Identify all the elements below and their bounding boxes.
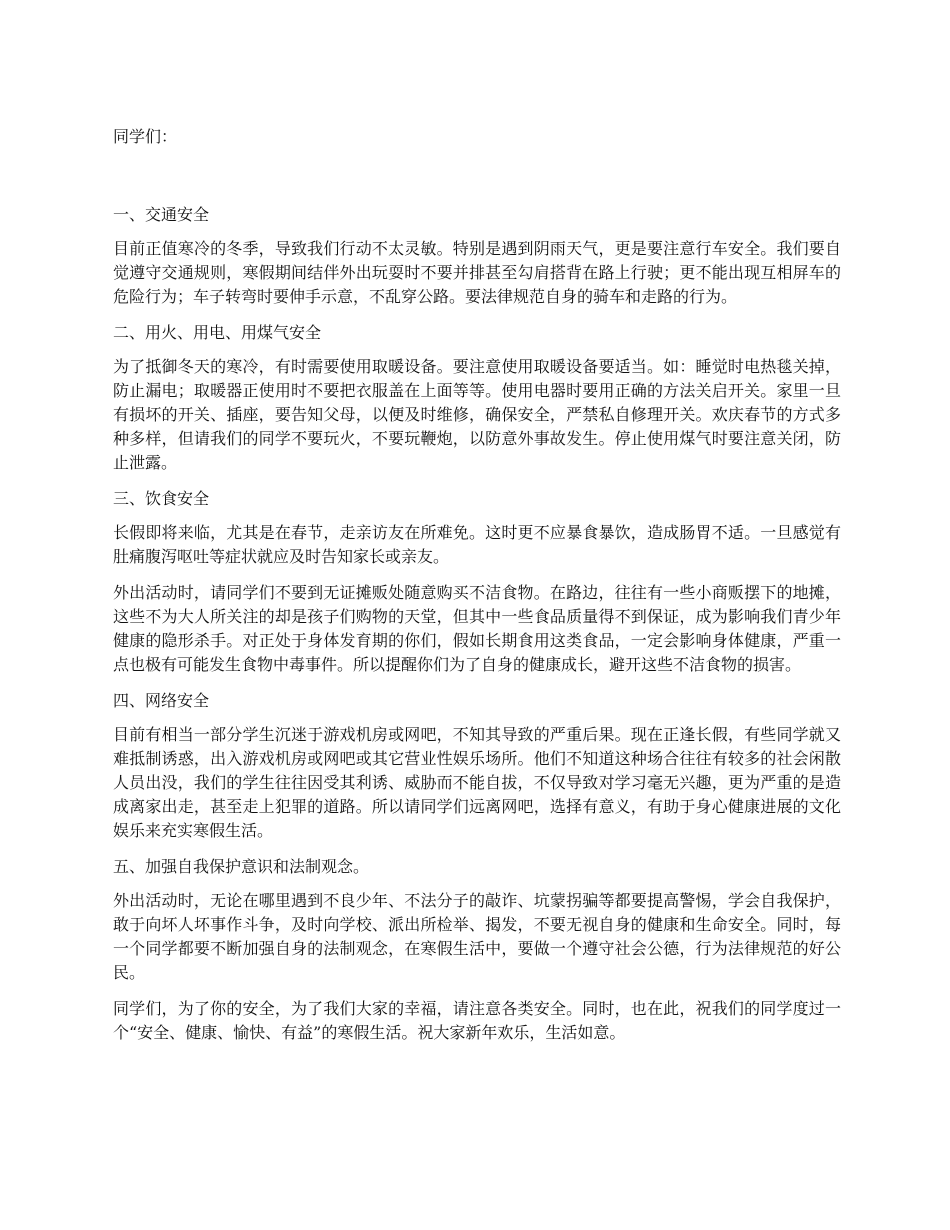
section-internet-safety (113, 689, 841, 843)
closing-paragraph: 同学们，为了你的安全，为了我们大家的幸福，请注意各类安全。同时，也在此，祝我们的同学度过一个“安全、健康、愉快、有益”的寒假生活。祝大家新年欢乐，生活如意。 (113, 999, 841, 1042)
paragraph: 长假即将来临，尤其是在春节，走亲访友在所难免。这时更不应暴食暴饮，造成肠胃不适。一旦感觉有肚痛腹泻呕吐等症状就应及时告知家长或亲友。 (113, 523, 841, 566)
section-heading: 四、网络安全 (113, 691, 210, 710)
section-heading: 一、交通安全 (113, 205, 210, 224)
section-fire-electric-gas-safety (113, 321, 841, 475)
section-food-safety (113, 487, 841, 677)
greeting: 同学们： (113, 127, 178, 146)
section-traffic-safety (113, 203, 841, 309)
paragraph: 外出活动时，请同学们不要到无证摊贩处随意购买不洁食物。在路边，往往有一些小商贩摆下的地摊，这些不为大人所关注的却是孩子们购物的天堂，但其中一些食品质量得不到保证，成为影响我们青少年健康的隐形杀手。对正处于身体发育期的你们，假如长期食用这类食品，一定会影响身体健康，严重一点也极有可能发生食物中毒事件。所以提醒你们为了自身的健康成长，避开这些不洁食物的损害。 (113, 583, 841, 674)
paragraph: 目前有相当一部分学生沉迷于游戏机房或网吧，不知其导致的严重后果。现在正逢长假，有些同学就又难抵制诱惑，出入游戏机房或网吧或其它营业性娱乐场所。他们不知道这种场合往往有较多的社会闲散人员出没，我们的学生往往因受其利诱、威胁而不能自拔，不仅导致对学习毫无兴趣，更为严重的是造成离家出走，甚至走上犯罪的道路。所以请同学们远离网吧，选择有意义，有助于身心健康进展的文化娱乐来充实寒假生活。 (113, 725, 841, 840)
section-heading: 五、加强自我保护意识和法制观念。 (113, 857, 370, 876)
paragraph: 为了抵御冬天的寒冷，有时需要使用取暖设备。要注意使用取暖设备要适当。如：睡觉时电热毯关掉，防止漏电；取暖器正使用时不要把衣服盖在上面等等。使用电器时要用正确的方法关启开关。家里一旦有损坏的开关、插座，要告知父母，以便及时维修，确保安全，严禁私自修理开关。欢庆春节的方式多种多样，但请我们的同学不要玩火，不要玩鞭炮，以防意外事故发生。停止使用煤气时要注意关闭，防止泄露。 (113, 357, 841, 472)
paragraph: 外出活动时，无论在哪里遇到不良少年、不法分子的敲诈、坑蒙拐骗等都要提高警惕，学会自我保护，敢于向坏人坏事作斗争，及时向学校、派出所检举、揭发，不要无视自身的健康和生命安全。同时，每一个同学都要不断加强自身的法制观念，在寒假生活中，要做一个遵守社会公德，行为法律规范的好公民。 (113, 891, 841, 982)
section-heading: 二、用火、用电、用煤气安全 (113, 323, 322, 342)
section-self-protection-and-law (113, 855, 841, 1045)
paragraph: 目前正值寒冷的冬季，导致我们行动不太灵敏。特别是遇到阴雨天气，更是要注意行车安全。我们要自觉遵守交通规则，寒假期间结伴外出玩耍时不要并排甚至勾肩搭背在路上行驶；更不能出现互相屏车的危险行为；车子转弯时要伸手示意，不乱穿公路。要法律规范自身的骑车和走路的行为。 (113, 239, 841, 306)
document-page (113, 125, 841, 1057)
section-heading: 三、饮食安全 (113, 489, 210, 508)
